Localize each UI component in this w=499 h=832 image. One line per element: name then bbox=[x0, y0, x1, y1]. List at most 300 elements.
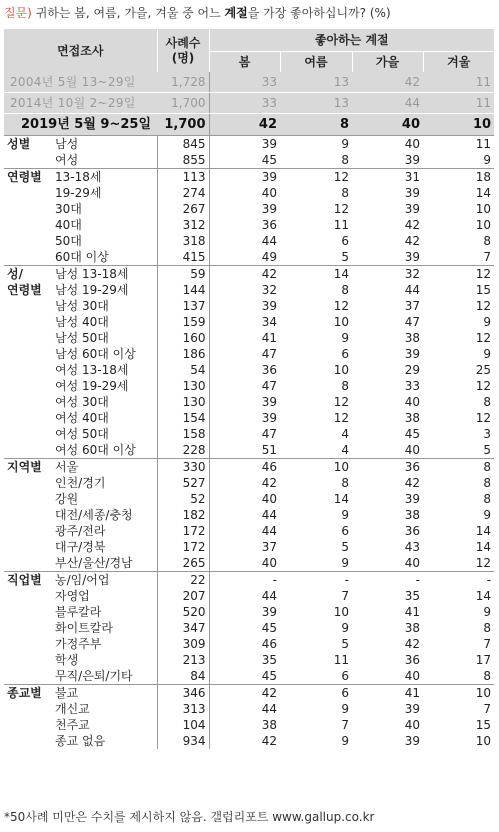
table-row bbox=[4, 717, 494, 733]
spring-value: 36 bbox=[261, 363, 277, 377]
summer-value: 9 bbox=[341, 621, 349, 635]
summer-value: 9 bbox=[341, 331, 349, 345]
winter-value: 10 bbox=[475, 202, 492, 216]
winter-value: 8 bbox=[483, 669, 492, 683]
past-survey-row bbox=[4, 93, 494, 114]
row-label: 60대 이상 bbox=[52, 249, 157, 266]
table-row bbox=[4, 266, 494, 283]
summer-value: 9 bbox=[280, 136, 352, 153]
sample-size-value: 1,728 bbox=[157, 72, 209, 93]
survey-table bbox=[4, 29, 494, 749]
summer-value: 8 bbox=[341, 283, 349, 297]
winter-value: 7 bbox=[483, 637, 492, 651]
winter-value: 10 bbox=[423, 114, 494, 136]
sample-size-value: 172 bbox=[157, 523, 209, 539]
autumn-value: 41 bbox=[352, 685, 423, 702]
past-survey-row bbox=[4, 72, 494, 93]
autumn-value: 42 bbox=[352, 72, 423, 93]
sample-size-value: 520 bbox=[157, 604, 209, 620]
row-label: 50대 bbox=[52, 233, 157, 249]
group-label-text: 지역별 bbox=[7, 460, 42, 474]
table-row bbox=[4, 201, 494, 217]
sample-size-value: 213 bbox=[157, 652, 209, 668]
autumn-value: 40 bbox=[352, 136, 423, 153]
sample-size-value: 845 bbox=[157, 136, 209, 153]
summer-value: 12 bbox=[333, 411, 349, 425]
sample-size-value: 415 bbox=[157, 249, 209, 266]
sample-size-value: 59 bbox=[157, 266, 209, 283]
winter-value: - bbox=[423, 572, 494, 589]
autumn-value: 36 bbox=[352, 459, 423, 476]
row-label: 여성 bbox=[52, 152, 157, 169]
winter-value: 12 bbox=[475, 331, 492, 345]
row-label: 여성 50대 bbox=[52, 426, 157, 442]
spring-value: 38 bbox=[261, 718, 277, 732]
table-row bbox=[4, 362, 494, 378]
winter-value: 8 bbox=[483, 621, 492, 635]
sample-size-value: 934 bbox=[157, 733, 209, 749]
sample-size-value: 1,700 bbox=[157, 93, 209, 114]
spring-value: 39 bbox=[209, 136, 280, 153]
row-label: 인천/경기 bbox=[52, 475, 157, 491]
summer-value: 12 bbox=[280, 169, 352, 186]
spring-value: 46 bbox=[209, 459, 280, 476]
summer-value: 13 bbox=[280, 93, 352, 114]
spring-value: - bbox=[209, 572, 280, 589]
sample-size-value: 309 bbox=[157, 636, 209, 652]
spring-value: 42 bbox=[209, 114, 280, 136]
table-row bbox=[4, 314, 494, 330]
spring-value: 51 bbox=[261, 443, 277, 457]
winter-value: 12 bbox=[475, 379, 492, 393]
table-row bbox=[4, 233, 494, 249]
autumn-value: 39 bbox=[404, 153, 420, 167]
summer-value: 6 bbox=[341, 347, 349, 361]
table-row bbox=[4, 217, 494, 233]
spring-value: 45 bbox=[261, 621, 277, 635]
autumn-value: 40 bbox=[404, 718, 420, 732]
spring-value: 44 bbox=[261, 508, 277, 522]
sample-size-value: 346 bbox=[157, 685, 209, 702]
row-label: 2004년 5월 13~29일 bbox=[4, 72, 157, 93]
row-label: 2014년 10월 2~29일 bbox=[4, 93, 157, 114]
winter-value: 8 bbox=[423, 459, 494, 476]
summer-value: 11 bbox=[333, 653, 349, 667]
summer-value: 6 bbox=[341, 669, 349, 683]
winter-value: 8 bbox=[483, 492, 492, 506]
season-header-spring: 봄 bbox=[209, 52, 280, 73]
autumn-value: 42 bbox=[404, 218, 420, 232]
winter-value: 12 bbox=[475, 299, 492, 313]
summer-value: 9 bbox=[341, 734, 349, 748]
sample-size-value: 54 bbox=[157, 362, 209, 378]
row-label: 부산/울산/경남 bbox=[52, 555, 157, 572]
summer-value: 10 bbox=[333, 315, 349, 329]
autumn-value: 42 bbox=[404, 234, 420, 248]
winter-value: 14 bbox=[475, 186, 492, 200]
spring-value: 49 bbox=[261, 250, 277, 264]
summer-value: 6 bbox=[341, 234, 349, 248]
autumn-value: 35 bbox=[404, 589, 420, 603]
row-label: 학생 bbox=[52, 652, 157, 668]
table-row bbox=[4, 652, 494, 668]
winter-value: 15 bbox=[475, 283, 492, 297]
table-row bbox=[4, 733, 494, 749]
winter-value: 14 bbox=[475, 524, 492, 538]
row-label: 강원 bbox=[52, 491, 157, 507]
spring-value: 47 bbox=[261, 427, 277, 441]
table-row bbox=[4, 685, 494, 702]
row-label: 30대 bbox=[52, 201, 157, 217]
autumn-value: 40 bbox=[404, 395, 420, 409]
row-label: 불교 bbox=[52, 685, 157, 702]
row-label: 남성 13-18세 bbox=[52, 266, 157, 283]
sample-size-value: 274 bbox=[157, 185, 209, 201]
summer-value: 4 bbox=[341, 443, 349, 457]
winter-value: 10 bbox=[475, 218, 492, 232]
table-row bbox=[4, 491, 494, 507]
autumn-value: 39 bbox=[404, 734, 420, 748]
winter-value: 14 bbox=[475, 589, 492, 603]
summer-value: 5 bbox=[341, 250, 349, 264]
sample-size-header bbox=[157, 29, 209, 72]
autumn-value: 33 bbox=[404, 379, 420, 393]
winter-value: 7 bbox=[483, 702, 492, 716]
group-label bbox=[4, 169, 52, 266]
winter-value: 9 bbox=[483, 347, 492, 361]
winter-value: 9 bbox=[483, 605, 492, 619]
spring-value: 39 bbox=[261, 299, 277, 313]
sample-size-value: 52 bbox=[157, 491, 209, 507]
autumn-value: 39 bbox=[404, 186, 420, 200]
row-label: 개신교 bbox=[52, 701, 157, 717]
summer-value: - bbox=[280, 572, 352, 589]
table-row bbox=[4, 572, 494, 589]
autumn-value: 44 bbox=[404, 283, 420, 297]
row-label: 농/임/어업 bbox=[52, 572, 157, 589]
sample-size-value: 267 bbox=[157, 201, 209, 217]
winter-value: 8 bbox=[483, 476, 492, 490]
sample-size-value: 159 bbox=[157, 314, 209, 330]
summer-value: 12 bbox=[333, 299, 349, 313]
summer-value: 6 bbox=[280, 685, 352, 702]
spring-value: 44 bbox=[261, 702, 277, 716]
spring-value: 32 bbox=[261, 283, 277, 297]
autumn-value: 38 bbox=[404, 621, 420, 635]
autumn-value: 36 bbox=[404, 653, 420, 667]
autumn-value: 40 bbox=[404, 443, 420, 457]
sample-size-value: 1,700 bbox=[157, 114, 209, 136]
row-label: 여성 13-18세 bbox=[52, 362, 157, 378]
autumn-value: 47 bbox=[404, 315, 420, 329]
autumn-value: 39 bbox=[404, 250, 420, 264]
winter-value: 14 bbox=[475, 540, 492, 554]
winter-value: 18 bbox=[423, 169, 494, 186]
table-row bbox=[4, 410, 494, 426]
winter-value: 11 bbox=[423, 72, 494, 93]
row-label: 남성 bbox=[52, 136, 157, 153]
summer-value: 7 bbox=[341, 718, 349, 732]
winter-value: 12 bbox=[475, 411, 492, 425]
season-header-winter: 겨울 bbox=[423, 52, 494, 73]
spring-value: 39 bbox=[261, 395, 277, 409]
sample-size-value: 182 bbox=[157, 507, 209, 523]
summer-value: 12 bbox=[333, 202, 349, 216]
winter-value: 11 bbox=[423, 93, 494, 114]
summer-value: 10 bbox=[333, 605, 349, 619]
autumn-value: 31 bbox=[352, 169, 423, 186]
table-row bbox=[4, 475, 494, 491]
row-label: 2019년 5월 9~25일 bbox=[4, 114, 157, 136]
table-row bbox=[4, 620, 494, 636]
autumn-value: 40 bbox=[352, 114, 423, 136]
sample-size-value: 144 bbox=[157, 282, 209, 298]
table-row bbox=[4, 330, 494, 346]
table-row bbox=[4, 507, 494, 523]
row-label: 대구/경북 bbox=[52, 539, 157, 555]
row-label: 블루칼라 bbox=[52, 604, 157, 620]
winter-value: 9 bbox=[483, 508, 492, 522]
table-row bbox=[4, 701, 494, 717]
sample-size-value: 104 bbox=[157, 717, 209, 733]
sample-size-value: 113 bbox=[157, 169, 209, 186]
summer-value: 9 bbox=[341, 508, 349, 522]
autumn-value: 36 bbox=[404, 524, 420, 538]
sample-size-value: 130 bbox=[157, 394, 209, 410]
row-label: 남성 19-29세 bbox=[52, 282, 157, 298]
autumn-value: 37 bbox=[404, 299, 420, 313]
winter-value: 10 bbox=[423, 685, 494, 702]
summer-value: 7 bbox=[341, 589, 349, 603]
sample-size-value: 207 bbox=[157, 588, 209, 604]
summer-value: 10 bbox=[280, 459, 352, 476]
group-label bbox=[4, 136, 52, 169]
autumn-value: 44 bbox=[352, 93, 423, 114]
sample-size-value: 154 bbox=[157, 410, 209, 426]
sample-size-value: 228 bbox=[157, 442, 209, 459]
summer-value: 9 bbox=[341, 556, 349, 570]
footnote: *50사례 미만은 수치를 제시하지 않음. 갤럽리포트 www.gallup.co.kr bbox=[4, 810, 375, 824]
sample-size-value: 158 bbox=[157, 426, 209, 442]
autumn-value: 42 bbox=[404, 476, 420, 490]
spring-value: 47 bbox=[261, 347, 277, 361]
summer-value: 8 bbox=[280, 114, 352, 136]
table-row bbox=[4, 394, 494, 410]
autumn-value: 39 bbox=[404, 202, 420, 216]
row-label: 서울 bbox=[52, 459, 157, 476]
spring-value: 40 bbox=[261, 186, 277, 200]
sample-size-value: 160 bbox=[157, 330, 209, 346]
question-prefix: 질문) bbox=[4, 6, 32, 20]
sample-size-value: 22 bbox=[157, 572, 209, 589]
sample-size-value: 312 bbox=[157, 217, 209, 233]
table-row bbox=[4, 136, 494, 153]
winter-value: 12 bbox=[423, 266, 494, 283]
sample-size-value: 318 bbox=[157, 233, 209, 249]
table-title: 면접조사 bbox=[4, 29, 157, 72]
spring-value: 37 bbox=[261, 540, 277, 554]
row-label: 남성 30대 bbox=[52, 298, 157, 314]
winter-value: 8 bbox=[483, 395, 492, 409]
group-label-text: 연령별 bbox=[7, 170, 42, 184]
header-row-1 bbox=[4, 29, 494, 52]
table-row bbox=[4, 346, 494, 362]
spring-value: 45 bbox=[261, 669, 277, 683]
group-label bbox=[4, 459, 52, 572]
table-body bbox=[4, 72, 494, 749]
row-label: 가정주부 bbox=[52, 636, 157, 652]
summer-value: 10 bbox=[333, 363, 349, 377]
autumn-value: 32 bbox=[352, 266, 423, 283]
autumn-value: 38 bbox=[404, 331, 420, 345]
winter-value: 9 bbox=[483, 153, 492, 167]
summer-value: 14 bbox=[333, 492, 349, 506]
table-row bbox=[4, 459, 494, 476]
autumn-value: 29 bbox=[404, 363, 420, 377]
table-row bbox=[4, 636, 494, 652]
table-row bbox=[4, 298, 494, 314]
spring-value: 33 bbox=[209, 93, 280, 114]
summer-value: 8 bbox=[341, 186, 349, 200]
spring-value: 39 bbox=[261, 202, 277, 216]
row-label: 남성 40대 bbox=[52, 314, 157, 330]
summer-value: 9 bbox=[341, 702, 349, 716]
group-label bbox=[4, 685, 52, 750]
sample-size-value: 130 bbox=[157, 378, 209, 394]
winter-value: 8 bbox=[483, 234, 492, 248]
sample-size-value: 186 bbox=[157, 346, 209, 362]
spring-value: 45 bbox=[261, 153, 277, 167]
spring-value: 39 bbox=[261, 411, 277, 425]
spring-value: 44 bbox=[261, 524, 277, 538]
winter-value: 17 bbox=[475, 653, 492, 667]
table-row bbox=[4, 249, 494, 266]
sample-size-value: 855 bbox=[157, 152, 209, 169]
winter-value: 15 bbox=[475, 718, 492, 732]
winter-value: 7 bbox=[483, 250, 492, 264]
sample-size-value: 265 bbox=[157, 555, 209, 572]
summer-value: 13 bbox=[280, 72, 352, 93]
autumn-value: 38 bbox=[404, 508, 420, 522]
summer-value: 6 bbox=[341, 524, 349, 538]
row-label: 자영업 bbox=[52, 588, 157, 604]
spring-value: 39 bbox=[261, 605, 277, 619]
table-row bbox=[4, 604, 494, 620]
row-label: 화이트칼라 bbox=[52, 620, 157, 636]
row-label: 광주/전라 bbox=[52, 523, 157, 539]
spring-value: 44 bbox=[261, 589, 277, 603]
row-label: 40대 bbox=[52, 217, 157, 233]
autumn-value: 40 bbox=[404, 669, 420, 683]
sample-size-value: 330 bbox=[157, 459, 209, 476]
spring-value: 39 bbox=[209, 169, 280, 186]
favorite-season-header: 좋아하는 계절 bbox=[209, 29, 494, 52]
question-after: 을 가장 좋아하십니까? (%) bbox=[247, 6, 391, 20]
question-text bbox=[4, 5, 496, 21]
sample-size-value: 313 bbox=[157, 701, 209, 717]
table-row bbox=[4, 668, 494, 685]
row-label: 천주교 bbox=[52, 717, 157, 733]
group-label bbox=[4, 572, 52, 685]
summer-value: 11 bbox=[333, 218, 349, 232]
sample-size-unit: (명) bbox=[171, 50, 195, 65]
spring-value: 35 bbox=[261, 653, 277, 667]
summer-value: 8 bbox=[341, 379, 349, 393]
table-row bbox=[4, 523, 494, 539]
table-row bbox=[4, 555, 494, 572]
spring-value: 46 bbox=[261, 637, 277, 651]
sample-size-label: 사례수 bbox=[165, 35, 201, 50]
row-label: 여성 40대 bbox=[52, 410, 157, 426]
spring-value: 42 bbox=[209, 685, 280, 702]
table-row bbox=[4, 442, 494, 459]
sample-size-value: 347 bbox=[157, 620, 209, 636]
sample-size-value: 527 bbox=[157, 475, 209, 491]
row-label: 남성 60대 이상 bbox=[52, 346, 157, 362]
table-row bbox=[4, 539, 494, 555]
spring-value: 47 bbox=[261, 379, 277, 393]
question-before: 귀하는 봄, 여름, 가을, 겨울 중 어느 bbox=[31, 6, 225, 20]
row-label: 13-18세 bbox=[52, 169, 157, 186]
autumn-value: 43 bbox=[404, 540, 420, 554]
spring-value: 36 bbox=[261, 218, 277, 232]
spring-value: 40 bbox=[261, 556, 277, 570]
table-row bbox=[4, 169, 494, 186]
group-label-text: 직업별 bbox=[7, 573, 42, 587]
row-label: 종교 없음 bbox=[52, 733, 157, 749]
autumn-value: 39 bbox=[404, 702, 420, 716]
group-label-text: 종교별 bbox=[7, 686, 42, 700]
row-label: 여성 60대 이상 bbox=[52, 442, 157, 459]
autumn-value: 45 bbox=[404, 427, 420, 441]
group-label-text-line2: 연령별 bbox=[7, 283, 42, 297]
row-label: 여성 30대 bbox=[52, 394, 157, 410]
row-label: 19-29세 bbox=[52, 185, 157, 201]
table-row bbox=[4, 426, 494, 442]
spring-value: 40 bbox=[261, 492, 277, 506]
summer-value: 8 bbox=[341, 476, 349, 490]
winter-value: 9 bbox=[483, 315, 492, 329]
row-label: 대전/세종/충청 bbox=[52, 507, 157, 523]
sample-size-value: 84 bbox=[157, 668, 209, 685]
table-row bbox=[4, 378, 494, 394]
group-label-text: 성별 bbox=[7, 137, 31, 151]
winter-value: 3 bbox=[483, 427, 492, 441]
spring-value: 42 bbox=[261, 476, 277, 490]
spring-value: 44 bbox=[261, 234, 277, 248]
summer-value: 14 bbox=[280, 266, 352, 283]
table-row bbox=[4, 152, 494, 169]
season-header-autumn: 가을 bbox=[352, 52, 423, 73]
autumn-value: 40 bbox=[404, 556, 420, 570]
autumn-value: - bbox=[352, 572, 423, 589]
group-label bbox=[4, 266, 52, 459]
season-header-summer: 여름 bbox=[280, 52, 352, 73]
spring-value: 42 bbox=[261, 734, 277, 748]
summer-value: 12 bbox=[333, 395, 349, 409]
summer-value: 8 bbox=[341, 153, 349, 167]
spring-value: 42 bbox=[209, 266, 280, 283]
spring-value: 34 bbox=[261, 315, 277, 329]
current-survey-row bbox=[4, 114, 494, 136]
row-label: 무직/은퇴/기타 bbox=[52, 668, 157, 685]
table-row bbox=[4, 588, 494, 604]
table-row bbox=[4, 185, 494, 201]
table-row bbox=[4, 282, 494, 298]
autumn-value: 41 bbox=[404, 605, 420, 619]
group-label-text: 성/ bbox=[7, 267, 23, 281]
row-label: 여성 19-29세 bbox=[52, 378, 157, 394]
